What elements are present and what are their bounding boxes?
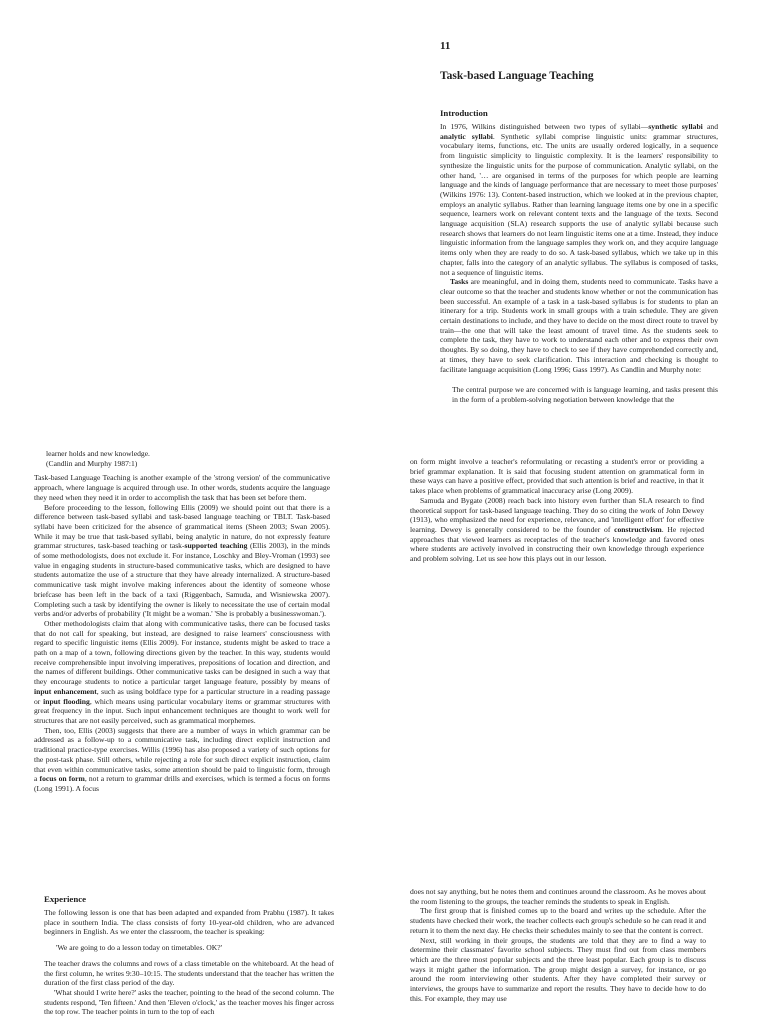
paragraph: Before proceeding to the lesson, following Ellis (2009) we should point out that there is a difference between task-based syllabi and task-based language teaching or TBLT. Task-based syllabi have been criticized for the absence of grammatical items (Sheen 2003; Swan 2005). While it may be true that task-based syllabi, being analytic in nature, do not expressly feature grammar structures, task-based teaching or task-supported teaching (Ellis 2003), in the minds of some methodologists, does not exclude it. For instance, Loschky and Bley-Vroman (1993) see value in engaging students in structure-based communicative tasks, which are designed to have students automatize the use of a structure that they have already internalized. A structure-based communicative task might involve making inferences about the identity of someone whose briefcase has been left in the back of a taxi (Riggenbach, Samuda, and Wisniewska 2007). Completing such a task by identifying the owner is likely to necessitate the use of certain modal verbs and/or adverbs of probability ('It might be a woman.' 'She is probably a businesswoman.'). (34, 502, 331, 619)
column-right-bottom (410, 887, 706, 1003)
paragraph: The first group that is finished comes up to the board and writes up the schedule. After the students have checked their work, the teacher collects each group's schedule so he can read it and return it to them the next day. He checks their schedules mainly to see that the content is correct. (410, 906, 706, 935)
chapter-number: 11 (440, 40, 451, 52)
paragraph: on form might involve a teacher's reformulating or recasting a student's error or providing a brief grammar explanation. It is said that focusing student attention on grammatical form in these ways can have a positive effect, provided that such attention is brief and reactive, in that it takes place when problems of grammatical inaccuracy arise (Long 2009). (410, 457, 704, 496)
chapter-title: Task-based Language Teaching (440, 70, 594, 82)
column-left-bottom (44, 908, 334, 1017)
intro-paragraph-1: In 1976, Wilkins distinguished between two types of syllabi—synthetic syllabi and analytic syllabi. Synthetic syllabi comprise linguistic units: grammar structures, vocabulary items, functions, etc. The units are usually ordered logically, in a sequence from linguistic simplicity to linguistic complexity. It is the learners' responsibility to synthesize the linguistic units for the purpose of communication. Analytic syllabi, on the other hand, '… are organised in terms of the purposes for which people are learning language and the kinds of language performance that are necessary to meet those purposes' (Wilkins 1976: 13). Content-based instruction, which we looked at in the previous chapter, employs an analytic syllabus. Rather than learning language items one by one in a specific sequence, learners work on relevant content texts and the language of the texts. Second language acquisition (SLA) research supports the use of analytic syllabi because such research shows that learners do not learn linguistic items one at a time. Instead, they induce linguistic information from the language samples they work on, and they acquire language items only when they are ready to do so. A task-based syllabus, which we take up in this chapter, falls into the category of an analytic syllabus. The syllabus is composed of tasks, not a sequence of linguistic items. (440, 122, 719, 277)
column-left-middle (34, 449, 330, 794)
paragraph: Other methodologists claim that along with communicative tasks, there can be focused tasks that do not call for speaking, but instead, are designed to raise learners' consciousness with regard to specific linguistic items (Ellis 2009). For instance, students might be asked to trace a path on a map of a town, following directions given by the teacher. In this way, students would receive comprehensible input involving imperatives, prepositions of location and direction, and the names of different buildings. Other communicative tasks can be designed in such a way that they encourage students to notice a particular target language feature, possibly by means of input enhancement, such as using boldface type for a particular structure in a reading passage or input flooding, which means using particular vocabulary items or grammar structures with great frequency in the input. Such input enhancement techniques are thought to work well for structures that are not easily perceived, such as grammatical morphemes. (34, 618, 331, 725)
paragraph: 'What should I write here?' asks the teacher, pointing to the head of the second column. The students respond, 'Ten fifteen.' And then 'Eleven o'clock,' as the teacher moves his finger across the top row. The teacher points in turn to the top of each (44, 987, 334, 1017)
block-quote-text: The central purpose we are concerned with is language learning, and tasks present this in the form of a problem-solving negotiation between knowledge that the (452, 385, 718, 404)
page-top (0, 0, 768, 420)
lesson-quote: 'We are going to do a lesson today on timetables. OK?' (56, 943, 222, 953)
paragraph: The teacher draws the columns and rows of a class timetable on the whiteboard. At the head of the first column, he writes 9:30–10:15. The students understand that the teacher has written the duration of the first class period of the day. (44, 958, 334, 988)
intro-paragraph-2: Tasks are meaningful, and in doing them, students need to communicate. Tasks have a clear outcome so that the teacher and students know whether or not the communication has been successful. An example of a task in a task-based syllabus is for students to plan an itinerary for a trip. Students work in small groups with a train schedule. They are given certain destinations to include, and they have to decide on the most direct route to travel by train—the one that will take the least amount of travel time. As the students seek to complete the task, they have to work to understand each other and to express their own thoughts. By so doing, they have to check to see if they have comprehended correctly and, at times, they have to seek clarification. This interaction and checking is thought to facilitate language acquisition (Long 1996; Gass 1997). As Candlin and Murphy note: (440, 277, 718, 374)
quote-end-line: learner holds and new knowledge. (46, 449, 150, 458)
paragraph: does not say anything, but he notes them and continues around the classroom. As he moves about the room listening to the groups, the teacher reminds the students to speak in English. (410, 887, 706, 906)
section-heading-introduction: Introduction (440, 108, 488, 118)
quote-citation: (Candlin and Murphy 1987:1) (46, 458, 138, 468)
paragraph: Next, still working in their groups, the students are told that they are to find a way to determine their classmates' favorite school subjects. They must find out from class members which are the three most popular subjects and the three least popular. Each group is to discuss ways it might gather the information. The group might design a survey, for instance, or go around the room interviewing other students. After they have completed their survey or interviews, the groups have to summarize and report the results. They have to decide how to do this. For example, they may use (410, 935, 706, 1003)
section-heading-experience: Experience (44, 894, 87, 904)
paragraph: The following lesson is one that has been adapted and expanded from Prabhu (1987). It takes place in southern India. The class consists of forty 10-year-old children, who are advanced beginners in English. As we enter the classroom, the teacher is speaking: (44, 908, 334, 937)
intro-text (440, 122, 718, 374)
paragraph: Then, too, Ellis (2003) suggests that there are a number of ways in which grammar can be addressed as a follow-up to a communicative task, including direct explicit instruction and traditional practice-type exercises. Willis (1996) has also proposed a variety of such options for the post-task phase. Still others, while rejecting a role for such direct explicit instruction, claim that even within communicative tasks, some attention should be paid to linguistic form, through a focus on form, not a return to grammar drills and exercises, which is termed a focus on forms (Long 1991). A focus (34, 725, 330, 793)
paragraph: Samuda and Bygate (2008) reach back into history even further than SLA research to find theoretical support for task-based language teaching. They do so citing the work of John Dewey (1913), who emphasized the need for experience, relevance, and 'intelligent effort' for effective learning. Dewey is generally considered to be the founder of constructivism. He rejected approaches that viewed learners as receptacles of the teacher's knowledge and favored ones where students are actively involved in constructing their own knowledge through experience and problem solving. Let us see how this plays out in our lesson. (410, 495, 704, 564)
column-right-middle (410, 457, 704, 564)
block-quote-start (452, 385, 718, 404)
paragraph: Task-based Language Teaching is another example of the 'strong version' of the communicative approach, where language is acquired through use. In other words, students acquire the language they need when they need it in order to accomplish the task that has been set before them. (34, 473, 330, 502)
